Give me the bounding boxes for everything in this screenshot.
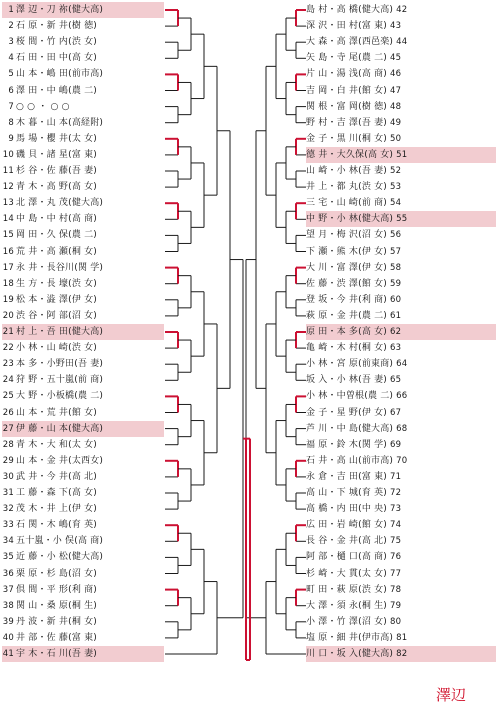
right-entry-50 — [306, 131, 496, 147]
entry-number: 4 — [8, 53, 14, 64]
right-entry-51 — [306, 147, 496, 163]
entry-number: 40 — [2, 632, 14, 643]
left-entry-37 — [2, 582, 164, 598]
entry-number: 59 — [390, 278, 402, 289]
entry-number: 48 — [390, 101, 402, 112]
entry-pair: 永 井・長谷川(関 学) — [16, 262, 104, 273]
entry-number: 11 — [2, 166, 14, 176]
right-entry-43 — [306, 18, 496, 34]
entry-pair: 関 山・桑 原(桐 生) — [16, 600, 98, 611]
left-entry-19 — [2, 292, 164, 308]
entry-pair: 吉 岡・白 井(館 女) — [306, 85, 388, 96]
entry-pair: 長 谷・金 井(高 北) — [306, 536, 388, 547]
right-entry-62 — [306, 324, 496, 340]
right-entry-52 — [306, 163, 496, 179]
entry-pair: 磯 貝・諸 星(富 東) — [16, 149, 98, 160]
entry-pair: 町 田・萩 原(渋 女) — [306, 584, 388, 595]
entry-pair: 小 澤・竹 澤(沼 女) — [306, 616, 388, 627]
left-entry-21 — [2, 324, 164, 340]
entry-pair: 大 川・富 澤(伊 女) — [306, 262, 388, 273]
right-entry-61 — [306, 308, 496, 324]
left-entry-13 — [2, 195, 164, 211]
entry-number: 64 — [396, 359, 408, 370]
entry-number: 58 — [390, 262, 402, 273]
entry-number: 65 — [390, 375, 402, 386]
entry-pair: 永 倉・吉 田(富 東) — [306, 471, 388, 482]
entry-number: 49 — [390, 117, 402, 128]
entry-pair: 伊 藤・山 本(健大高) — [16, 423, 104, 434]
right-entry-49 — [306, 115, 496, 131]
entry-number: 77 — [390, 568, 402, 579]
entry-pair: 五十嵐・小 俣(高 商) — [16, 536, 104, 547]
left-entry-4 — [2, 50, 164, 66]
entry-pair: 山 本・荒 井(館 女) — [16, 407, 98, 418]
entry-number: 81 — [396, 632, 408, 643]
entry-number: 72 — [390, 488, 402, 498]
right-entry-72 — [306, 485, 496, 501]
right-entry-74 — [306, 517, 496, 533]
entry-number: 73 — [390, 504, 402, 515]
entry-number: 21 — [2, 327, 14, 337]
entry-pair: 倶 間・平 形(利 商) — [16, 584, 98, 595]
entry-pair: 杉 谷・佐 藤(吾 妻) — [16, 166, 98, 176]
left-entry-29 — [2, 453, 164, 469]
entry-pair: 武 井・今 井(高 北) — [16, 471, 98, 482]
left-entry-7 — [2, 99, 164, 115]
entry-pair: 川 口・坂 入(健大高) — [306, 649, 394, 659]
entry-pair: 丹 波・新 井(桐 女) — [16, 616, 98, 627]
entry-number: 5 — [8, 69, 14, 80]
right-entry-55 — [306, 211, 496, 227]
entry-pair: 広 田・岩 崎(館 女) — [306, 520, 388, 531]
entry-pair: 渋 谷・阿 部(沼 女) — [16, 310, 98, 321]
entry-pair: 坂 入・小 林(吾 妻) — [306, 375, 388, 386]
right-entry-79 — [306, 598, 496, 614]
left-entry-16 — [2, 244, 164, 260]
right-entry-69 — [306, 437, 496, 453]
left-entry-15 — [2, 227, 164, 243]
entry-number: 67 — [390, 407, 402, 418]
entry-number: 26 — [2, 407, 14, 418]
entry-pair: 井 上・都 丸(渋 女) — [306, 182, 388, 193]
entry-number: 16 — [2, 246, 14, 257]
left-entry-39 — [2, 614, 164, 630]
entry-pair: 中 野・小 林(健大高) — [306, 214, 394, 225]
entry-pair: 桜 間・竹 内(渋 女) — [16, 37, 98, 48]
entry-number: 57 — [390, 246, 402, 257]
entry-number: 8 — [8, 117, 14, 128]
entry-pair: 木 暮・山 本(高経附) — [16, 117, 104, 128]
entry-number: 43 — [390, 21, 402, 32]
entry-number: 46 — [390, 69, 402, 80]
right-entry-53 — [306, 179, 496, 195]
entry-pair: 高 山・下 城(育 英) — [306, 488, 388, 498]
left-entry-40 — [2, 630, 164, 646]
entry-number: 20 — [2, 310, 14, 321]
entry-pair: 工 藤・森 下(高 女) — [16, 488, 98, 498]
entry-pair: 下 瀬・熊 木(伊 女) — [306, 246, 388, 257]
left-entry-5 — [2, 66, 164, 82]
left-entry-38 — [2, 598, 164, 614]
right-entry-48 — [306, 99, 496, 115]
handwritten-signature: 澤辺 — [436, 686, 467, 704]
left-entry-2 — [2, 18, 164, 34]
left-entry-6 — [2, 83, 164, 99]
entry-pair: 生 方・長 壕(渋 女) — [16, 278, 98, 289]
entry-number: 12 — [2, 182, 14, 193]
entry-pair: 塩 原・細 井(伊市高) — [306, 632, 394, 643]
entry-number: 63 — [390, 343, 402, 354]
entry-pair: 荒 井・高 瀬(桐 女) — [16, 246, 98, 257]
entry-pair: 金 子・星 野(伊 女) — [306, 407, 388, 418]
entry-number: 52 — [390, 166, 402, 176]
entry-pair: 青 木・大 和(太 女) — [16, 439, 98, 450]
right-entry-46 — [306, 66, 496, 82]
entry-pair: 石 原・新 井(樹 徳) — [16, 21, 98, 32]
entry-pair: 登 坂・今 井(利 商) — [306, 294, 388, 305]
entry-pair: 矢 島・寺 尾(農 二) — [306, 53, 388, 64]
left-entry-8 — [2, 115, 164, 131]
right-entry-45 — [306, 50, 496, 66]
entry-number: 30 — [2, 471, 14, 482]
right-entry-65 — [306, 372, 496, 388]
entry-pair: 井 部・佐 藤(富 東) — [16, 632, 98, 643]
entry-pair: 阿 部・樋 口(高 商) — [306, 552, 388, 563]
entry-pair: 亀 崎・木 村(桐 女) — [306, 343, 388, 354]
entry-number: 17 — [2, 262, 14, 273]
left-entry-20 — [2, 308, 164, 324]
left-entry-18 — [2, 276, 164, 292]
entry-pair: 山 本・金 井(太西女) — [16, 455, 104, 466]
right-entry-80 — [306, 614, 496, 630]
entry-number: 71 — [390, 471, 402, 482]
entry-number: 54 — [390, 198, 402, 209]
entry-pair: 茂 木・井 上(伊 女) — [16, 504, 98, 515]
entry-pair: 北 澤・丸 茂(健大高) — [16, 198, 104, 209]
right-entry-56 — [306, 227, 496, 243]
entry-number: 15 — [2, 230, 14, 241]
entry-number: 29 — [2, 455, 14, 466]
entry-number: 42 — [396, 5, 408, 15]
entry-pair: 小 林・宮 原(前東商) — [306, 359, 394, 370]
left-entry-32 — [2, 501, 164, 517]
entry-pair: 澤 田・中 嶋(農 二) — [16, 85, 98, 96]
entry-number: 56 — [390, 230, 402, 241]
entry-pair: 福 原・鈴 木(関 学) — [306, 439, 388, 450]
entry-number: 33 — [2, 520, 14, 531]
entry-pair: 佐 藤・渋 澤(館 女) — [306, 278, 388, 289]
right-entry-73 — [306, 501, 496, 517]
right-entry-81 — [306, 630, 496, 646]
entry-pair: 石 井・高 山(前市高) — [306, 455, 394, 466]
entry-number: 44 — [396, 37, 408, 48]
entry-pair: 宇 木・石 川(吾 妻) — [16, 649, 98, 659]
entry-number: 82 — [396, 649, 408, 659]
entry-number: 41 — [2, 649, 14, 659]
left-entry-10 — [2, 147, 164, 163]
entry-pair: 深 沢・田 村(富 東) — [306, 21, 388, 32]
entry-pair: 関 根・富 岡(樹 徳) — [306, 101, 388, 112]
right-entry-82 — [306, 646, 496, 662]
right-entry-68 — [306, 421, 496, 437]
entry-number: 35 — [2, 552, 14, 563]
left-entry-12 — [2, 179, 164, 195]
entry-number: 38 — [2, 600, 14, 611]
entry-pair: 近 藤・小 松(健大高) — [16, 552, 104, 563]
right-entry-64 — [306, 356, 496, 372]
entry-pair: 大 野・小板橋(農 二) — [16, 391, 104, 402]
entry-number: 61 — [390, 310, 402, 321]
entry-number: 76 — [390, 552, 402, 563]
entry-pair: 本 多・小野田(吾 妻) — [16, 359, 104, 370]
entry-number: 75 — [390, 536, 402, 547]
entry-number: 7 — [8, 101, 14, 112]
entry-number: 31 — [2, 488, 14, 498]
entry-pair: 德 井・大久保(高 女) — [306, 149, 394, 160]
right-entry-60 — [306, 292, 496, 308]
entry-number: 68 — [396, 423, 408, 434]
right-entry-66 — [306, 388, 496, 404]
entry-number: 18 — [2, 278, 14, 289]
left-entry-23 — [2, 356, 164, 372]
entry-pair: 小 林・中曽根(農 二) — [306, 391, 394, 402]
right-entry-42 — [306, 2, 496, 18]
entry-number: 23 — [2, 359, 14, 370]
entry-number: 70 — [396, 455, 408, 466]
left-entry-25 — [2, 388, 164, 404]
entry-number: 60 — [390, 294, 402, 305]
left-entry-11 — [2, 163, 164, 179]
entry-number: 28 — [2, 439, 14, 450]
entry-number: 19 — [2, 294, 14, 305]
entry-number: 2 — [8, 21, 14, 32]
entry-number: 1 — [8, 5, 14, 15]
right-entry-67 — [306, 405, 496, 421]
entry-pair: 金 子・黒 川(桐 女) — [306, 133, 388, 144]
right-entry-77 — [306, 566, 496, 582]
entry-pair: 山 崎・小 林(吾 妻) — [306, 166, 388, 176]
left-entry-27 — [2, 421, 164, 437]
entry-number: 39 — [2, 616, 14, 627]
right-entry-75 — [306, 533, 496, 549]
entry-pair: 大 澤・須 永(桐 生) — [306, 600, 388, 611]
entry-number: 62 — [390, 327, 402, 337]
entry-number: 47 — [390, 85, 402, 96]
entry-pair: 栗 原・杉 島(沼 女) — [16, 568, 98, 579]
left-entry-1 — [2, 2, 164, 18]
entry-pair: 萩 原・金 井(農 二) — [306, 310, 388, 321]
entry-number: 80 — [390, 616, 402, 627]
entry-number: 10 — [2, 149, 14, 160]
left-entry-30 — [2, 469, 164, 485]
right-entry-78 — [306, 582, 496, 598]
entry-number: 66 — [396, 391, 408, 402]
entry-pair: ○ ○ ・ ○ ○ — [16, 101, 70, 112]
left-entry-24 — [2, 372, 164, 388]
entry-pair: 野 村・吉 澤(吾 妻) — [306, 117, 388, 128]
entry-number: 37 — [2, 584, 14, 595]
entry-number: 36 — [2, 568, 14, 579]
right-entry-57 — [306, 244, 496, 260]
entry-number: 22 — [2, 343, 14, 354]
entry-pair: 三 宅・山 崎(前 商) — [306, 198, 388, 209]
entry-number: 6 — [8, 85, 14, 96]
entry-pair: 片 山・湯 浅(高 商) — [306, 69, 388, 80]
right-entry-58 — [306, 260, 496, 276]
entry-pair: 岡 田・久 保(農 二) — [16, 230, 98, 241]
left-entry-9 — [2, 131, 164, 147]
entry-pair: 松 本・澁 澤(伊 女) — [16, 294, 98, 305]
entry-number: 32 — [2, 504, 14, 515]
entry-pair: 狩 野・五十嵐(前 商) — [16, 375, 104, 386]
entry-pair: 大 森・高 澤(西邑楽) — [306, 37, 394, 48]
left-entry-14 — [2, 211, 164, 227]
entry-number: 34 — [2, 536, 14, 547]
entry-number: 45 — [390, 53, 402, 64]
entry-pair: 原 田・本 多(高 女) — [306, 327, 388, 337]
entry-pair: 青 木・高 野(高 女) — [16, 182, 98, 193]
right-entry-76 — [306, 549, 496, 565]
entry-number: 74 — [390, 520, 402, 531]
left-entry-36 — [2, 566, 164, 582]
right-entry-54 — [306, 195, 496, 211]
entry-number: 14 — [2, 214, 14, 225]
entry-number: 27 — [2, 423, 14, 434]
entry-pair: 高 橋・内 田(中 央) — [306, 504, 388, 515]
right-entry-47 — [306, 83, 496, 99]
entry-pair: 村 上・吾 田(健大高) — [16, 327, 104, 337]
entry-number: 55 — [396, 214, 408, 225]
entry-pair: 中 島・中 村(高 商) — [16, 214, 98, 225]
left-entry-17 — [2, 260, 164, 276]
left-entry-35 — [2, 549, 164, 565]
entry-pair: 島 村・高 橋(健大高) — [306, 5, 394, 15]
entry-pair: 石 田・田 中(高 女) — [16, 53, 98, 64]
entry-pair: 澤 辺・刀 祢(健大高) — [16, 5, 104, 15]
entry-pair: 芦 川・中 島(健大高) — [306, 423, 394, 434]
left-entry-22 — [2, 340, 164, 356]
right-entry-44 — [306, 34, 496, 50]
right-entry-71 — [306, 469, 496, 485]
entry-pair: 馬 場・櫻 井(太 女) — [16, 133, 98, 144]
left-entry-3 — [2, 34, 164, 50]
entry-number: 51 — [396, 149, 408, 160]
entry-pair: 山 本・嶋 田(前市高) — [16, 69, 104, 80]
entry-pair: 小 林・山 崎(渋 女) — [16, 343, 98, 354]
entry-pair: 石 関・木 嶋(育 英) — [16, 520, 98, 531]
entry-number: 9 — [8, 133, 14, 144]
left-entry-26 — [2, 405, 164, 421]
entry-number: 24 — [2, 375, 14, 386]
entry-number: 3 — [8, 37, 14, 48]
entry-number: 79 — [390, 600, 402, 611]
right-entry-70 — [306, 453, 496, 469]
left-entry-28 — [2, 437, 164, 453]
left-entry-33 — [2, 517, 164, 533]
left-entry-41 — [2, 646, 164, 662]
entry-pair: 望 月・梅 沢(沼 女) — [306, 230, 388, 241]
left-entry-31 — [2, 485, 164, 501]
entry-number: 78 — [390, 584, 402, 595]
right-entry-63 — [306, 340, 496, 356]
entry-number: 53 — [390, 182, 402, 193]
entry-pair: 杉 崎・大 貫(太 女) — [306, 568, 388, 579]
right-entry-59 — [306, 276, 496, 292]
entry-number: 50 — [390, 133, 402, 144]
entry-number: 13 — [2, 198, 14, 209]
entry-number: 69 — [390, 439, 402, 450]
entry-number: 25 — [2, 391, 14, 402]
left-entry-34 — [2, 533, 164, 549]
